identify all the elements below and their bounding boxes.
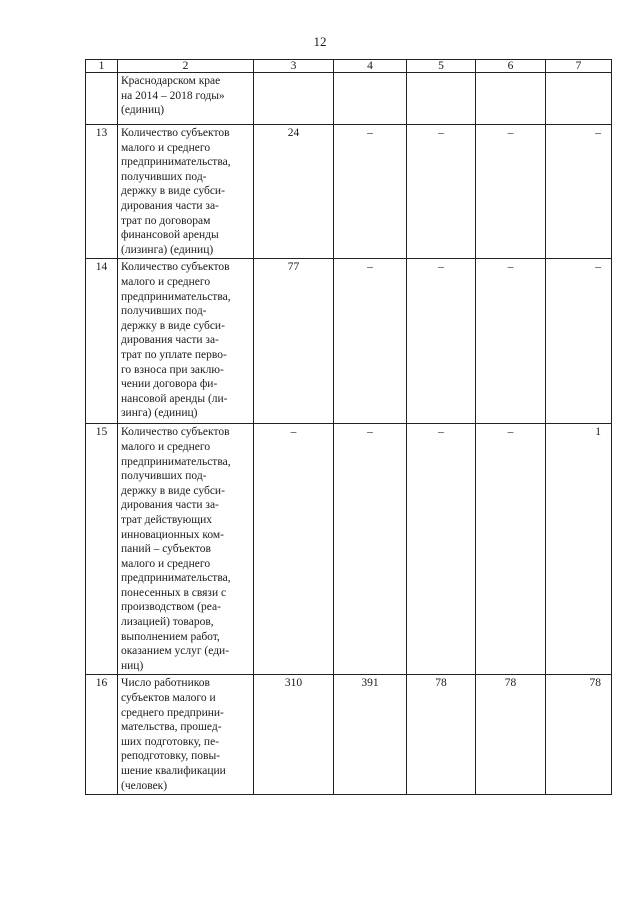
column-header: 2 — [118, 60, 254, 73]
table-row — [86, 259, 612, 424]
description-line: предпринимательства, — [121, 156, 231, 169]
value-cell: – — [254, 424, 334, 675]
table-row — [86, 125, 612, 259]
value-cell: – — [476, 424, 546, 675]
description-line: паний – субъектов — [121, 543, 211, 556]
page-number: 12 — [313, 34, 327, 49]
indicator-description — [118, 424, 254, 675]
description-line: держку в виде субси- — [121, 319, 225, 332]
description-line: предпринимательства, — [121, 455, 231, 468]
description-line: ших подготовку, пе- — [121, 735, 220, 748]
description-line: мательства, прошед- — [121, 721, 222, 734]
description-line: го взноса при заклю- — [121, 363, 224, 376]
description-line: Краснодарском крае — [121, 75, 221, 87]
column-header: 5 — [407, 60, 476, 73]
description-line: предпринимательства, — [121, 290, 231, 303]
description-line: финансовой аренды — [121, 229, 219, 242]
column-header: 3 — [254, 60, 334, 73]
description-line: малого и среднего — [121, 557, 211, 570]
value-cell: 391 — [334, 675, 407, 795]
value-cell: – — [407, 424, 476, 675]
row-number: 15 — [86, 424, 118, 675]
value-cell: – — [546, 259, 612, 424]
description-line: нансовой аренды (ли- — [121, 392, 228, 405]
table-row — [86, 73, 612, 125]
description-line: малого и среднего — [121, 440, 211, 453]
description-line: трат по уплате перво- — [121, 348, 227, 361]
description-line: реподготовку, повы- — [121, 750, 221, 763]
description-line: субъектов малого и — [121, 692, 216, 705]
value-cell: 24 — [254, 125, 334, 259]
column-header: 7 — [546, 60, 612, 73]
description-line: инновационных ком- — [121, 528, 224, 541]
column-header: 4 — [334, 60, 407, 73]
description-line: Количество субъектов — [121, 426, 230, 439]
description-line: Число работников — [121, 677, 210, 690]
description-line: понесенных в связи с — [121, 586, 227, 599]
description-line: малого и среднего — [121, 275, 211, 288]
indicator-description — [118, 259, 254, 424]
description-line: получивших под- — [121, 470, 207, 483]
description-line: шение квалификации — [121, 765, 226, 777]
value-cell: 1 — [546, 424, 612, 675]
value-cell — [334, 73, 407, 125]
value-cell: 78 — [476, 675, 546, 795]
value-cell: 78 — [407, 675, 476, 795]
description-line: малого и среднего — [121, 141, 211, 154]
row-number: 16 — [86, 675, 118, 795]
description-line: держку в виде субси- — [121, 185, 225, 198]
description-line: лизацией) товаров, — [121, 616, 214, 629]
indicator-description — [118, 73, 254, 125]
description-line: Количество субъектов — [121, 127, 230, 139]
header-row — [86, 60, 612, 73]
column-header: 1 — [86, 60, 118, 73]
row-number: 14 — [86, 259, 118, 424]
value-cell: – — [476, 259, 546, 424]
description-line: оказанием услуг (еди- — [121, 645, 230, 658]
description-line: среднего предприни- — [121, 706, 224, 719]
value-cell: 77 — [254, 259, 334, 424]
description-line: (человек) — [121, 779, 168, 792]
value-cell: – — [334, 424, 407, 675]
value-cell — [476, 73, 546, 125]
row-number: 13 — [86, 125, 118, 259]
description-line: на 2014 – 2018 годы» — [121, 89, 225, 102]
column-header: 6 — [476, 60, 546, 73]
value-cell: – — [407, 259, 476, 424]
row-number — [86, 73, 118, 125]
description-line: производством (реа- — [121, 601, 221, 614]
description-line: зинга) (единиц) — [121, 407, 198, 420]
value-cell: – — [334, 125, 407, 259]
table-row — [86, 675, 612, 795]
table-body — [86, 60, 612, 795]
description-line: выполнением работ, — [121, 630, 220, 643]
table-row — [86, 424, 612, 675]
description-line: предпринимательства, — [121, 572, 231, 585]
value-cell: – — [546, 125, 612, 259]
indicator-description — [118, 675, 254, 795]
value-cell — [407, 73, 476, 125]
description-line: держку в виде субси- — [121, 484, 225, 497]
value-cell — [546, 73, 612, 125]
description-line: получивших под- — [121, 170, 207, 183]
description-line: дирования части за- — [121, 334, 219, 347]
indicator-description — [118, 125, 254, 259]
description-line: трат по договорам — [121, 214, 211, 227]
description-line: ниц) — [121, 659, 144, 672]
description-line: трат действующих — [121, 513, 213, 526]
description-line: получивших под- — [121, 305, 207, 318]
description-line: (единиц) — [121, 104, 165, 117]
description-line: чении договора фи- — [121, 378, 218, 391]
description-line: (лизинга) (единиц) — [121, 243, 214, 256]
value-cell: – — [407, 125, 476, 259]
description-line: дирования части за- — [121, 499, 219, 512]
description-line: Количество субъектов — [121, 261, 230, 274]
indicator-table — [85, 59, 612, 795]
value-cell: – — [334, 259, 407, 424]
description-line: дирования части за- — [121, 199, 219, 212]
value-cell: 310 — [254, 675, 334, 795]
value-cell: – — [476, 125, 546, 259]
value-cell: 78 — [546, 675, 612, 795]
value-cell — [254, 73, 334, 125]
